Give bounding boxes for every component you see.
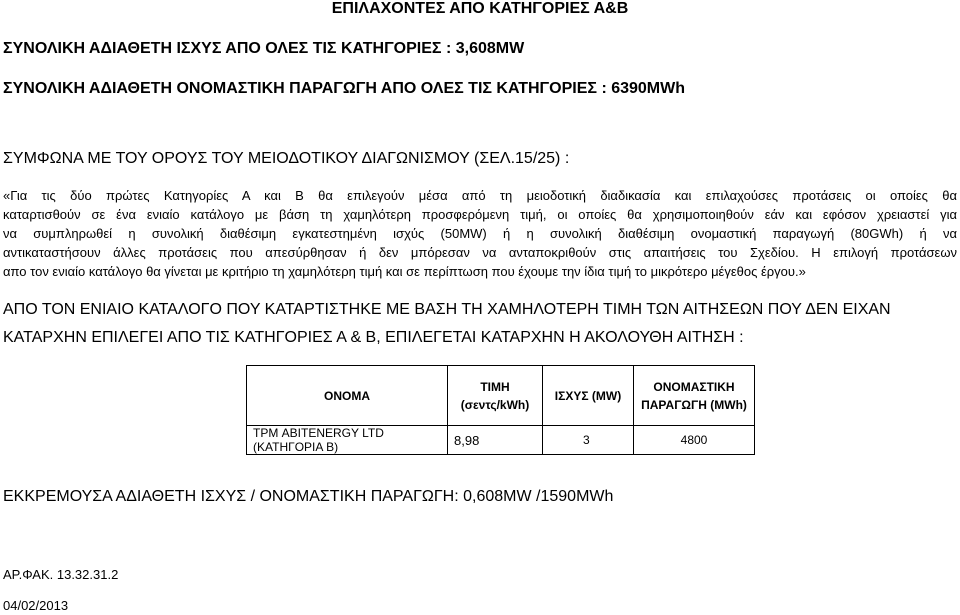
quote-line: καταρτισθούν σε ένα ενιαίο κατάλογο με βάση τη χαμηλότερη προσφερόμενη τιμή, οι οποίες θα χρησιμοποιηθούν εάν και εφόσον χρειαστεί για <box>3 207 957 222</box>
cell-name: ΤΡΜ ABITENERGY LTD (ΚΑΤΗΓΟΡΙΑ Β) <box>247 426 448 455</box>
header-name: ΟΝΟΜΑ <box>247 366 448 426</box>
header-power: ΙΣΧΥΣ (MW) <box>543 366 634 426</box>
document-date: 04/02/2013 <box>3 598 69 613</box>
selection-paragraph-line-1: ΑΠΟ ΤΟΝ ΕΝΙΑΙΟ ΚΑΤΑΛΟΓΟ ΠΟΥ ΚΑΤΑΡΤΙΣΤΗΚΕ ΜΕ ΒΑΣΗ ΤΗ ΧΑΜΗΛΟΤΕΡΗ ΤΙΜΗ ΤΩΝ ΑΙΤΗΣΕΩΝ ΠΟΥ ΔΕΝ ΕΙΧΑΝ <box>3 301 891 318</box>
quote-line: αντικαταστήσουν άλλες προτάσεις που απεσύρθησαν ή δεν μπόρεσαν να ανταποκριθούν στις απαιτήσεις του Σχεδίου. Η επιλογή προτάσεων <box>3 245 957 260</box>
quote-line: να συμπληρωθεί η συνολική διαθέσιμη εγκατεστημένη ισχύς (50MW) ή η συνολική διαθέσιμη ονομαστική παραγωγή (80GWh) ή να <box>3 226 957 241</box>
tender-terms-reference: ΣΥΜΦΩΝΑ ΜΕ ΤΟΥ ΟΡΟΥΣ ΤΟΥ ΜΕΙΟΔΟΤΙΚΟΥ ΔΙΑΓΩΝΙΣΜΟΥ (ΣΕΛ.15/25) : <box>3 150 570 167</box>
table-row <box>247 426 755 455</box>
header-price: ΤΙΜΗ (σεντς/kWh) <box>448 366 543 426</box>
document-title: ΕΠΙΛΑΧΟΝΤΕΣ ΑΠΟ ΚΑΤΗΓΟΡΙΕΣ Α&Β <box>331 0 629 17</box>
tender-terms-quote <box>3 186 957 281</box>
table-header-row <box>247 366 755 426</box>
quote-line: «Για τις δύο πρώτες Κατηγορίες Α και Β θα επιλεγούν μέσα από τη μειοδοτική διαδικασία και επιλαχούσες προτάσεις οι οποίες θα <box>3 188 957 203</box>
header-production: ΟΝΟΜΑΣΤΙΚΗ ΠΑΡΑΓΩΓΗ (MWh) <box>634 366 755 426</box>
total-power-summary: ΣΥΝΟΛΙΚΗ ΑΔΙΑΘΕΤΗ ΙΣΧΥΣ ΑΠΟ ΟΛΕΣ ΤΙΣ ΚΑΤΗΓΟΡΙΕΣ : 3,608MW <box>3 40 525 57</box>
total-production-summary: ΣΥΝΟΛΙΚΗ ΑΔΙΑΘΕΤΗ ΟΝΟΜΑΣΤΙΚΗ ΠΑΡΑΓΩΓΗ ΑΠΟ ΟΛΕΣ ΤΙΣ ΚΑΤΗΓΟΡΙΕΣ : 6390MWh <box>3 80 686 97</box>
cell-price: 8,98 <box>448 426 543 455</box>
cell-production: 4800 <box>634 426 755 455</box>
pending-capacity: ΕΚΚΡΕΜΟΥΣΑ ΑΔΙΑΘΕΤΗ ΙΣΧΥΣ / ΟΝΟΜΑΣΤΙΚΗ ΠΑΡΑΓΩΓΗ: 0,608MW /1590MWh <box>3 488 614 505</box>
quote-line: απο τον ενιαίο κατάλογο θα γίνεται με κριτήριο τη χαμηλότερη τιμή και σε περίπτωση που έχουμε την ίδια τιμή το μικρότερο μέγεθος έργου.» <box>3 264 806 279</box>
selected-application-table <box>246 365 755 455</box>
selection-paragraph-line-2: ΚΑΤΑΡΧΗΝ ΕΠΙΛΕΓΕΙ ΑΠΟ ΤΙΣ ΚΑΤΗΓΟΡΙΕΣ Α & Β, ΕΠΙΛΕΓΕΤΑΙ ΚΑΤΑΡΧΗΝ Η ΑΚΟΛΟΥΘΗ ΑΙΤΗΣΗ : <box>3 329 744 346</box>
cell-power: 3 <box>543 426 634 455</box>
file-reference: ΑΡ.ΦΑΚ. 13.32.31.2 <box>3 567 119 582</box>
